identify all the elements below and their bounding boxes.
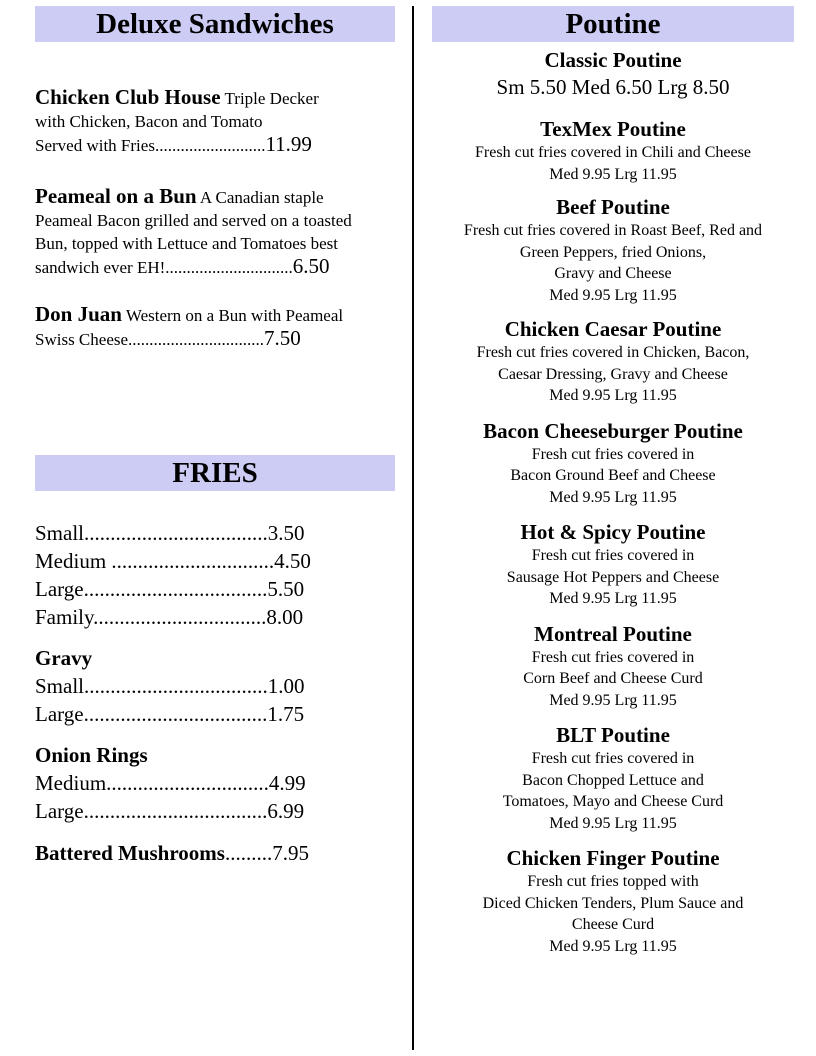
fries-list	[35, 519, 395, 631]
poutine-sizes: Med 9.95 Lrg 11.95	[549, 387, 677, 404]
poutine-sizes: Med 9.95 Lrg 11.95	[549, 814, 677, 832]
poutine-item: Beef Poutine Fresh cut fries covered in Roast Beef, Red and Green Peppers, fried Onions, Gravy and Cheese Med 9.95 Lrg 11.95	[432, 195, 794, 306]
list-item: Large...................................1.75	[35, 702, 305, 726]
poutine-item: Hot & Spicy Poutine Fresh cut fries covered in Sausage Hot Peppers and Cheese Med 9.95 Lrg 11.95	[432, 520, 794, 610]
poutine-title: Montreal Poutine	[534, 621, 692, 646]
poutine-item: TexMex Poutine Fresh cut fries covered in Chili and Cheese Med 9.95 Lrg 11.95	[432, 117, 794, 185]
poutine-title: BLT Poutine	[556, 723, 670, 747]
poutine-sizes: Med 9.95 Lrg 11.95	[549, 165, 677, 183]
column-divider	[412, 6, 414, 1050]
list-item: Medium ...............................4.50	[35, 549, 311, 573]
right-column	[432, 0, 794, 957]
list-item: Large...................................5.50	[35, 577, 305, 601]
poutine-item: Bacon Cheeseburger Poutine Fresh cut fries covered in Bacon Ground Beef and Cheese Med 9.95 Lrg 11.95	[432, 419, 794, 509]
poutine-title: Bacon Cheeseburger Poutine	[483, 418, 743, 443]
sandwich-item: Don Juan Western on a Bun with Peameal Swiss Cheese................................7.50	[35, 302, 344, 350]
poutine-item: Chicken Finger Poutine Fresh cut fries topped with Diced Chicken Tenders, Plum Sauce and Cheese Curd Med 9.95 Lrg 11.95	[432, 846, 794, 957]
poutine-sizes: Med 9.95 Lrg 11.95	[549, 286, 677, 304]
poutine-sizes: Med 9.95 Lrg 11.95	[549, 488, 677, 506]
sandwiches-heading: Deluxe Sandwiches	[35, 6, 395, 42]
poutine-sizes: Sm 5.50 Med 6.50 Lrg 8.50	[496, 75, 730, 99]
sandwich-item: Chicken Club House Triple Decker with Chicken, Bacon and Tomato Served with Fries..........................11.99	[35, 85, 319, 156]
sandwich-price: 6.50	[292, 254, 330, 278]
onion-rings-section	[35, 741, 395, 825]
sandwich-name: Chicken Club House	[35, 85, 221, 109]
sandwich-name: Peameal on a Bun	[35, 184, 197, 208]
list-item: Large...................................6.99	[35, 799, 305, 823]
poutine-title: Chicken Caesar Poutine	[504, 317, 722, 341]
list-item: Small...................................1.00	[35, 674, 305, 698]
poutine-sizes: Med 9.95 Lrg 11.95	[549, 590, 677, 607]
poutine-title: Chicken Finger Poutine	[506, 846, 720, 870]
poutine-sizes: Med 9.95 Lrg 11.95	[549, 691, 677, 709]
poutine-heading: Poutine	[432, 6, 794, 42]
list-item: Medium...............................4.99	[35, 771, 306, 795]
poutine-sizes: Med 9.95 Lrg 11.95	[549, 937, 677, 955]
list-item: Family.................................8.00	[35, 605, 304, 629]
onion-rings-heading: Onion Rings	[35, 743, 148, 767]
poutine-item: Chicken Caesar Poutine Fresh cut fries covered in Chicken, Bacon, Caesar Dressing, Gravy and Cheese Med 9.95 Lrg 11.95	[432, 317, 794, 407]
list-item: Small...................................3.50	[35, 521, 305, 545]
poutine-item	[432, 48, 794, 101]
left-column	[35, 0, 395, 867]
battered-mushrooms: Battered Mushrooms.........7.95	[35, 841, 309, 865]
gravy-section	[35, 644, 395, 728]
poutine-item: BLT Poutine Fresh cut fries covered in Bacon Chopped Lettuce and Tomatoes, Mayo and Cheese Curd Med 9.95 Lrg 11.95	[432, 723, 794, 834]
gravy-heading: Gravy	[35, 646, 93, 670]
sandwich-price: 7.50	[264, 326, 301, 350]
sandwich-name: Don Juan	[35, 302, 122, 326]
sandwich-price: 11.99	[265, 132, 312, 156]
poutine-title: Hot & Spicy Poutine	[520, 520, 706, 544]
sandwich-item: Peameal on a Bun A Canadian staple Peameal Bacon grilled and served on a toasted Bun, topped with Lettuce and Tomatoes best sandwich ever EH!..............................6.50	[35, 184, 352, 278]
fries-heading: FRIES	[35, 455, 395, 491]
poutine-title: TexMex Poutine	[540, 117, 686, 141]
poutine-title: Beef Poutine	[556, 195, 670, 219]
poutine-title: Classic Poutine	[544, 48, 682, 72]
poutine-item: Montreal Poutine Fresh cut fries covered in Corn Beef and Cheese Curd Med 9.95 Lrg 11.95	[432, 622, 794, 712]
